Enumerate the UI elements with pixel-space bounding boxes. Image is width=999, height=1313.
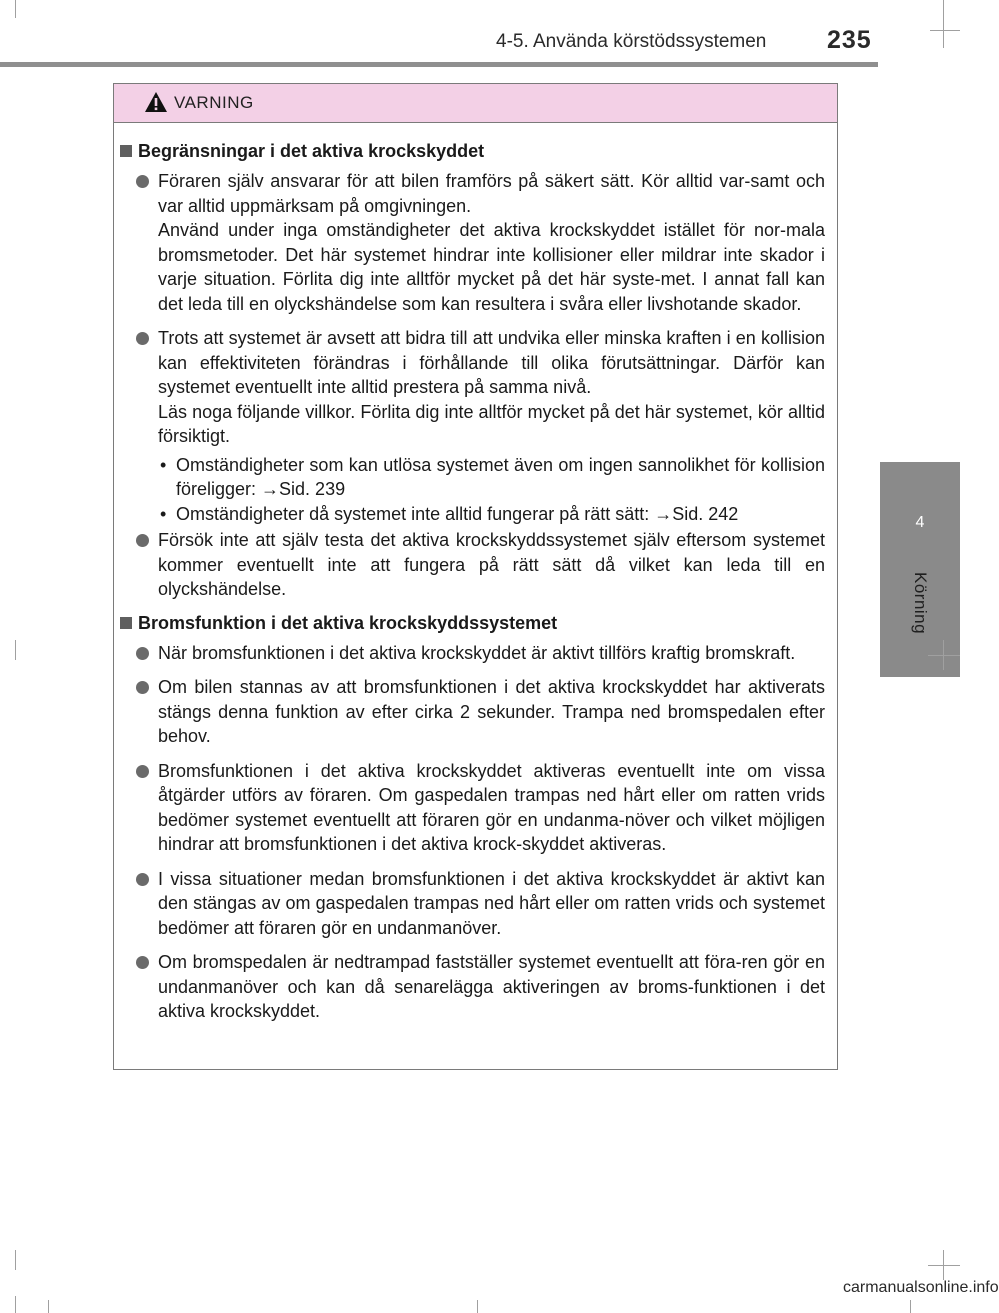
crop-mark [930, 30, 960, 31]
square-bullet-icon [120, 145, 132, 157]
list-item [114, 675, 837, 749]
list-item [114, 169, 837, 316]
round-bullet-icon [136, 534, 149, 547]
list-item [114, 528, 837, 602]
square-bullet-icon [120, 617, 132, 629]
round-bullet-icon [136, 647, 149, 660]
round-bullet-icon [136, 681, 149, 694]
crop-mark [15, 640, 16, 660]
paragraph: Bromsfunktionen i det aktiva krockskyddet aktiveras eventuellt inte om vissa åtgärder utförs av föraren. Om gaspedalen trampas ned hårt eller om ratten vrids bedömer systemet eventuellt att föraren gör en undanma-növer och vilket möjligen hindrar att bromsfunktionen i det aktiva krock-skyddet aktiveras. [158, 760, 825, 854]
paragraph: Föraren själv ansvarar för att bilen framförs på säkert sätt. Kör alltid var-samt och var alltid uppmärksam på omgivningen. [158, 171, 825, 216]
crop-mark [928, 1265, 960, 1266]
warning-box [113, 83, 838, 1070]
warning-header [114, 84, 837, 123]
header-rule [0, 62, 878, 67]
round-bullet-icon [136, 765, 149, 778]
list-item [114, 326, 837, 449]
sub-list-item: • Omständigheter som kan utlösa systemet även om ingen sannolikhet för kollision föreligger: →Sid. 239 [160, 454, 825, 499]
crop-mark [477, 1300, 478, 1313]
crop-mark [15, 1296, 16, 1313]
paragraph: Försök inte att själv testa det aktiva krockskyddssystemet själv eftersom systemet kommer eventuellt inte att fungera på rätt sätt då vilket kan leda till en olyckshändelse. [158, 530, 825, 599]
chapter-label: Körning [911, 572, 930, 635]
round-bullet-icon [136, 873, 149, 886]
list-item [114, 759, 837, 857]
section-title: Bromsfunktion i det aktiva krockskyddssystemet [114, 612, 837, 635]
paragraph: Läs noga följande villkor. Förlita dig inte alltför mycket på det här systemet, kör alltid försiktigt. [158, 401, 825, 446]
crop-mark [15, 1250, 16, 1270]
page-number: 235 [827, 26, 872, 54]
paragraph: Om bromspedalen är nedtrampad fastställer systemet eventuellt att föra-ren gör en undanmanöver och kan då senarelägga aktiveringen av broms-funktionen i det aktiva krockskyddet. [158, 952, 825, 1021]
paragraph: Om bilen stannas av att bromsfunktionen i det aktiva krockskyddet har aktiverats stängs denna funktion av efter cirka 2 sekunder. Trampa ned bromspedalen efter behov. [158, 677, 825, 746]
list-item [114, 867, 837, 941]
chapter-title: 4-5. Använda körstödssystemen [496, 31, 767, 52]
section-title: Begränsningar i det aktiva krockskyddet [114, 140, 837, 163]
round-bullet-icon [136, 175, 149, 188]
sub-bullet-mark: • [160, 454, 167, 475]
crop-mark [943, 12, 944, 48]
paragraph: När bromsfunktionen i det aktiva krockskyddet är aktivt tillförs kraftig bromskraft. [158, 642, 796, 663]
sub-list [114, 453, 837, 527]
crop-mark [48, 1300, 49, 1313]
paragraph: Trots att systemet är avsett att bidra till att undvika eller minska kraften i en kollision kan effektiviteten förändras i förhållande till olika förutsättningar. Därför kan systemet eventuellt inte alltid prestera på samma nivå. [158, 328, 825, 397]
warning-triangle-icon [144, 91, 168, 113]
round-bullet-icon [136, 956, 149, 969]
list-item [114, 641, 837, 666]
watermark: carmanualsonline.info [843, 1279, 999, 1296]
warning-label: VARNING [174, 93, 254, 112]
crop-mark [15, 0, 16, 18]
paragraph: Använd under inga omständigheter det aktiva krockskyddet istället för nor-mala bromsmetoder. Det här systemet hindrar inte kollisioner eller mildrar inte skador i varje situation. Förlita dig inte alltför mycket på det här syste-met. I annat fall kan det leda till en olyckshändelse som kan resultera i svåra eller livshotande skador. [158, 220, 825, 314]
warning-content [114, 140, 837, 1034]
crop-mark [928, 655, 960, 656]
list-item [114, 950, 837, 1024]
round-bullet-icon [136, 332, 149, 345]
crop-mark [910, 1300, 911, 1313]
chapter-side-tab [880, 462, 960, 677]
chapter-number: 4 [915, 514, 925, 531]
sub-list-item: • Omständigheter då systemet inte alltid fungerar på rätt sätt: →Sid. 242 [114, 502, 837, 527]
sub-bullet-mark: • [160, 503, 167, 524]
paragraph: I vissa situationer medan bromsfunktionen i det aktiva krockskyddet är aktivt kan den stängas av om gaspedalen trampas ned hårt eller om ratten vrids och systemet bedömer att föraren gör en undanmanöver. [158, 868, 825, 938]
